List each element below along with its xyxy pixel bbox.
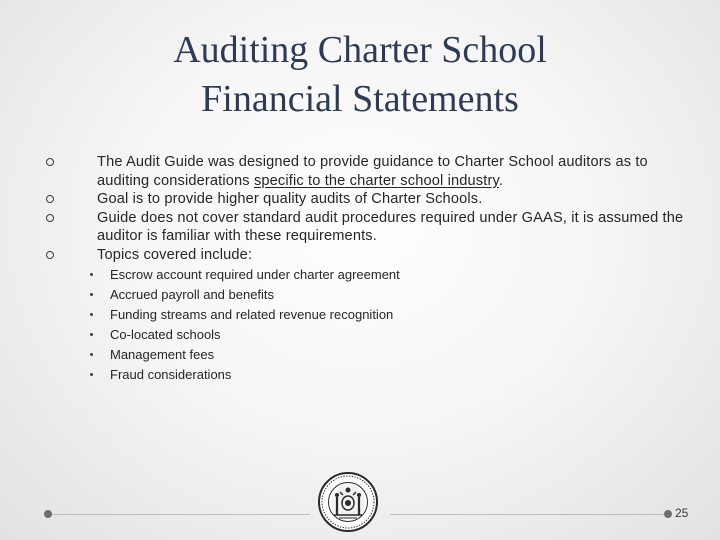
- dot-bullet-icon: [90, 373, 93, 376]
- slide-title: [0, 26, 720, 124]
- bullet-item: [46, 209, 696, 246]
- underlined-phrase: specific to the charter school industry: [253, 172, 499, 189]
- topics-list: [97, 265, 696, 386]
- bullet-text: Goal is to provide higher quality audits of Charter Schools.: [97, 191, 483, 207]
- bullet-text: Topics covered include:: [97, 246, 253, 263]
- dot-bullet-icon: [90, 353, 93, 356]
- topic-text: Escrow account required under charter agreement: [110, 267, 400, 282]
- topic-item: [78, 365, 677, 385]
- topic-item: [78, 345, 677, 365]
- hollow-circle-bullet-icon: [46, 158, 54, 166]
- topic-item: [78, 265, 677, 285]
- topic-item: [78, 305, 677, 325]
- bullet-period: .: [498, 172, 504, 189]
- bullet-text: Guide does not cover standard audit procedures required under GAAS, it is assumed the auditor is familiar with these requirements.: [97, 209, 684, 244]
- dot-bullet-icon: [90, 313, 93, 316]
- title-line-1: Auditing Charter School: [173, 29, 547, 71]
- bullet-item: [46, 246, 696, 386]
- footer-dot-left: [44, 510, 52, 518]
- title-line-2: Financial Statements: [201, 78, 519, 120]
- page-number: 25: [675, 506, 689, 520]
- dot-bullet-icon: [90, 333, 93, 336]
- hollow-circle-bullet-icon: [46, 214, 54, 222]
- hollow-circle-bullet-icon: [46, 195, 54, 203]
- bullet-list: [46, 153, 696, 386]
- footer-line-left: [50, 514, 310, 515]
- state-seal-icon: [316, 470, 380, 534]
- topic-item: [78, 285, 677, 305]
- dot-bullet-icon: [90, 293, 93, 296]
- topic-text: Accrued payroll and benefits: [110, 287, 275, 303]
- topic-text: Funding streams and related revenue recognition: [110, 307, 394, 323]
- dot-bullet-icon: [90, 273, 93, 276]
- bullet-text: The Audit Guide was designed to provide guidance to Charter School auditors as to auditing considerations: [97, 154, 648, 189]
- topic-text: Fraud considerations: [110, 367, 232, 383]
- hollow-circle-bullet-icon: [46, 251, 54, 259]
- topic-text: Co-located schools: [110, 327, 221, 343]
- footer-line-right: [390, 514, 667, 515]
- bullet-item: [46, 190, 696, 209]
- bullet-item: [46, 153, 696, 190]
- footer-dot-right: [664, 510, 672, 518]
- topic-text: Management fees: [110, 347, 215, 363]
- topic-item: [78, 325, 677, 345]
